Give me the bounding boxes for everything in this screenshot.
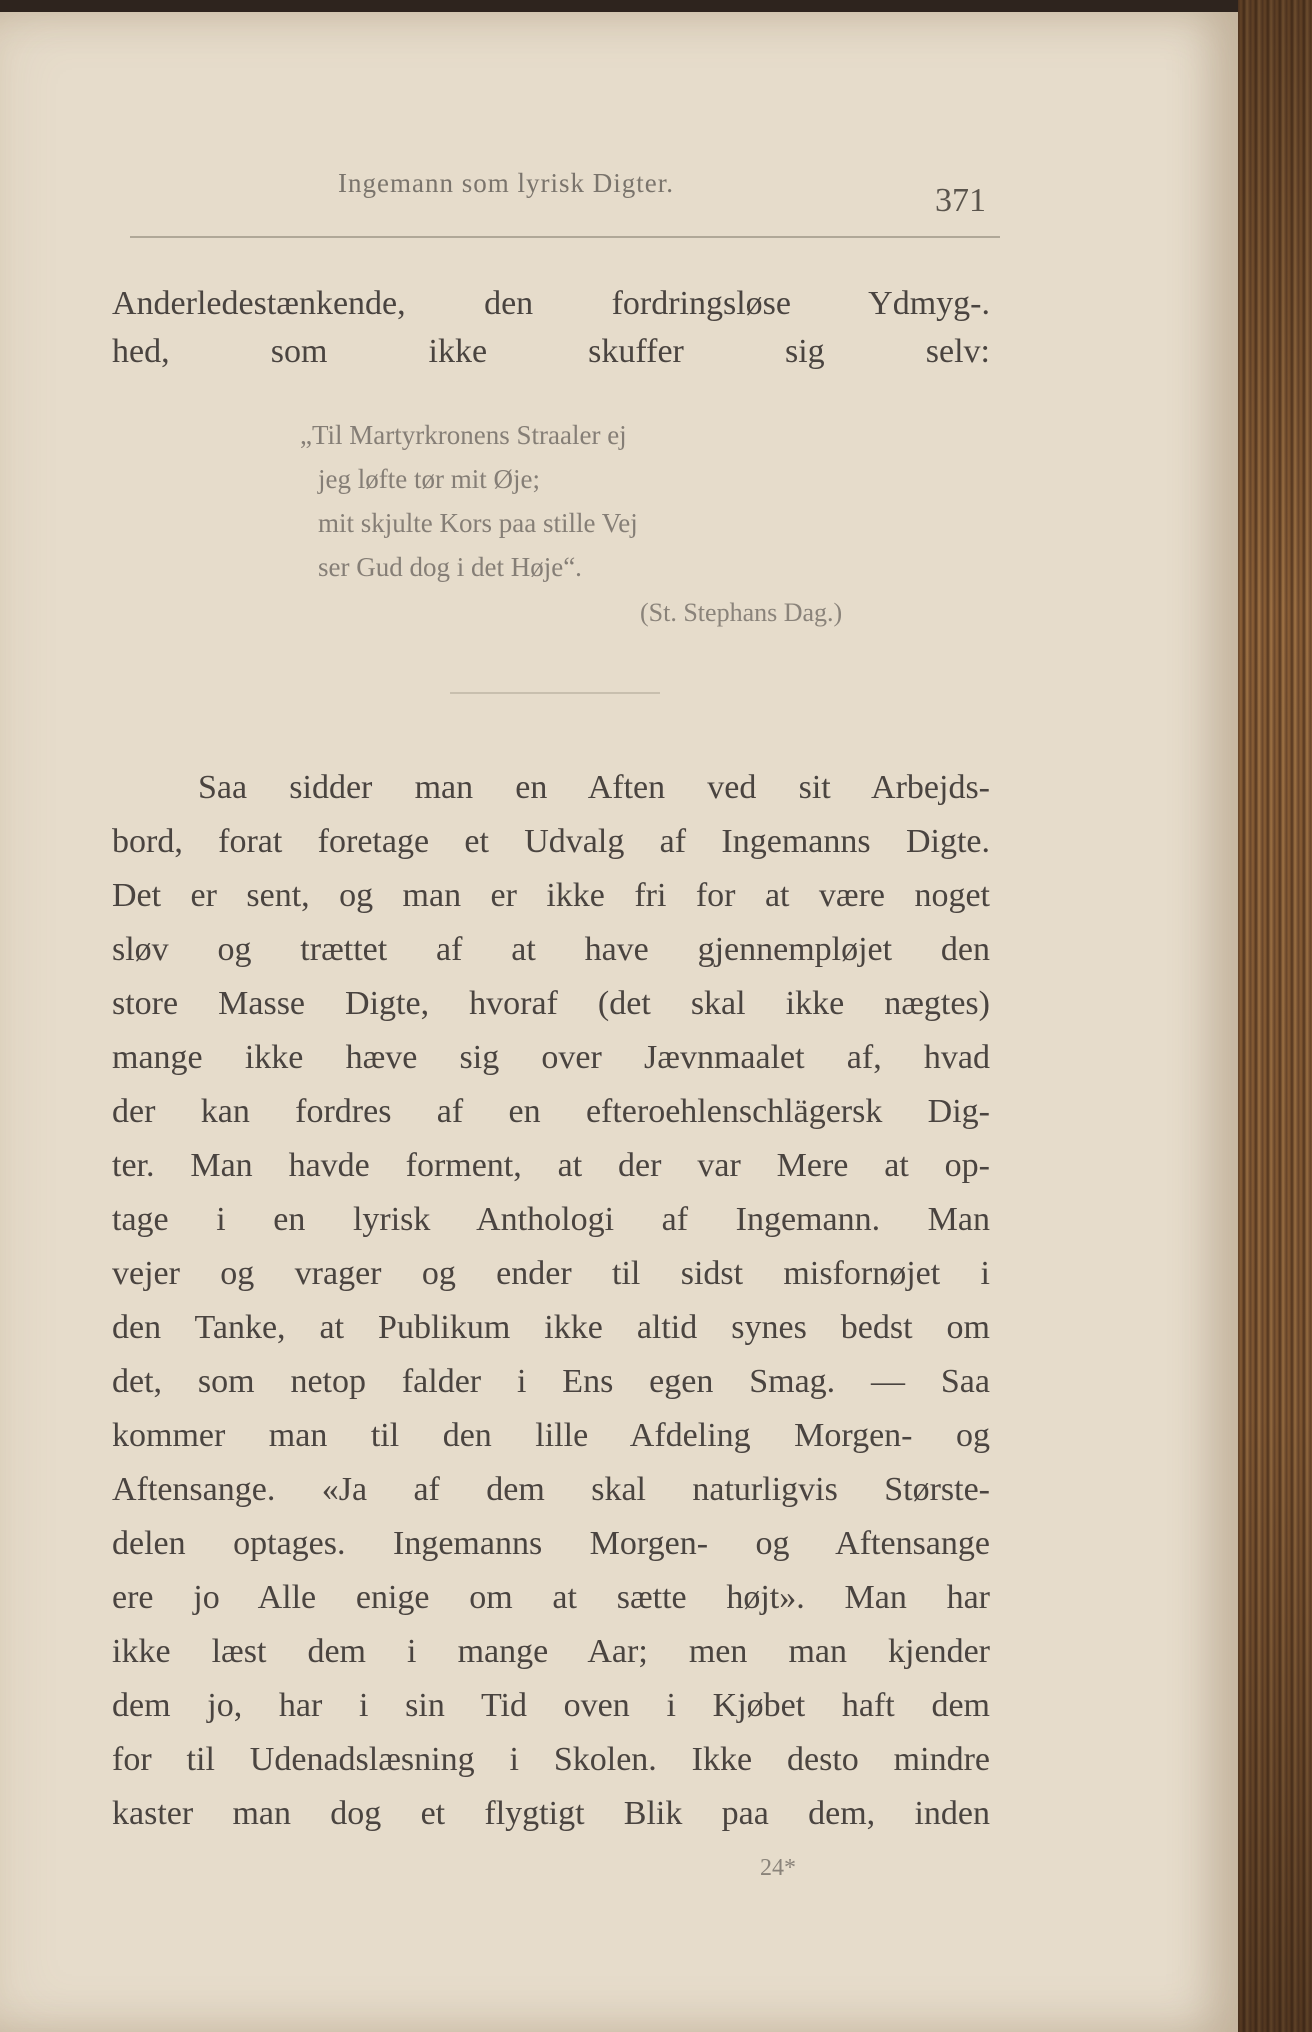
paragraph-line: kaster man dog et flygtigt Blik paa dem, inden [112,1795,990,1832]
paragraph-line: for til Udenadslæsning i Skolen. Ikke desto mindre [112,1741,990,1778]
poem-line: „Til Martyrkronens Straaler ej [300,420,627,450]
paragraph-line: ere jo Alle enige om at sætte højt». Man har [112,1579,990,1616]
paragraph-line: tage i en lyrisk Anthologi af Ingemann. Man [112,1201,990,1238]
paragraph-line: der kan fordres af en efteroehlenschlägersk Dig- [112,1093,990,1130]
poem-source: (St. Stephans Dag.) [640,598,843,627]
paragraph-line: ikke læst dem i mange Aar; men man kjender [112,1633,990,1670]
paragraph-line: den Tanke, at Publikum ikke altid synes bedst om [112,1309,990,1346]
intro-line: hed, som ikke skuffer sig selv: [112,333,990,370]
top-edge [0,0,1312,12]
paragraph-line: det, som netop falder i Ens egen Smag. — Saa [112,1363,990,1400]
paragraph-line: dem jo, har i sin Tid oven i Kjøbet haft dem [112,1687,990,1724]
poem-line: mit skjulte Kors paa stille Vej [318,508,638,538]
signature-mark: 24* [760,1855,796,1881]
paragraph-line: delen optages. Ingemanns Morgen- og Aftensange [112,1525,990,1562]
paragraph-line: bord, forat foretage et Udvalg af Ingemanns Digte. [112,823,990,860]
paragraph-line: kommer man til den lille Afdeling Morgen- og [112,1417,990,1454]
paragraph-line: Saa sidder man en Aften ved sit Arbejds- [198,769,990,806]
section-divider [450,692,660,694]
header-rule [130,236,1000,238]
page-number: 371 [935,182,986,219]
page-edges-shadow [1238,0,1312,2032]
intro-line: Anderledestænkende, den fordringsløse Ydmyg-. [112,285,990,322]
paragraph-line: store Masse Digte, hvoraf (det skal ikke nægtes) [112,985,990,1022]
poem-line: ser Gud dog i det Høje“. [318,552,582,582]
paragraph-line: Det er sent, og man er ikke fri for at være noget [112,877,990,914]
paragraph-line: Aftensange. «Ja af dem skal naturligvis Største- [112,1471,990,1508]
paragraph-line: vejer og vrager og ender til sidst misfornøjet i [112,1255,990,1292]
paragraph-line: ter. Man havde forment, at der var Mere at op- [112,1147,990,1184]
poem-line: jeg løfte tør mit Øje; [318,464,540,494]
running-title: Ingemann som lyrisk Digter. [338,168,674,198]
paragraph-line: mange ikke hæve sig over Jævnmaalet af, hvad [112,1039,990,1076]
paragraph-line: sløv og trættet af at have gjennempløjet den [112,931,990,968]
